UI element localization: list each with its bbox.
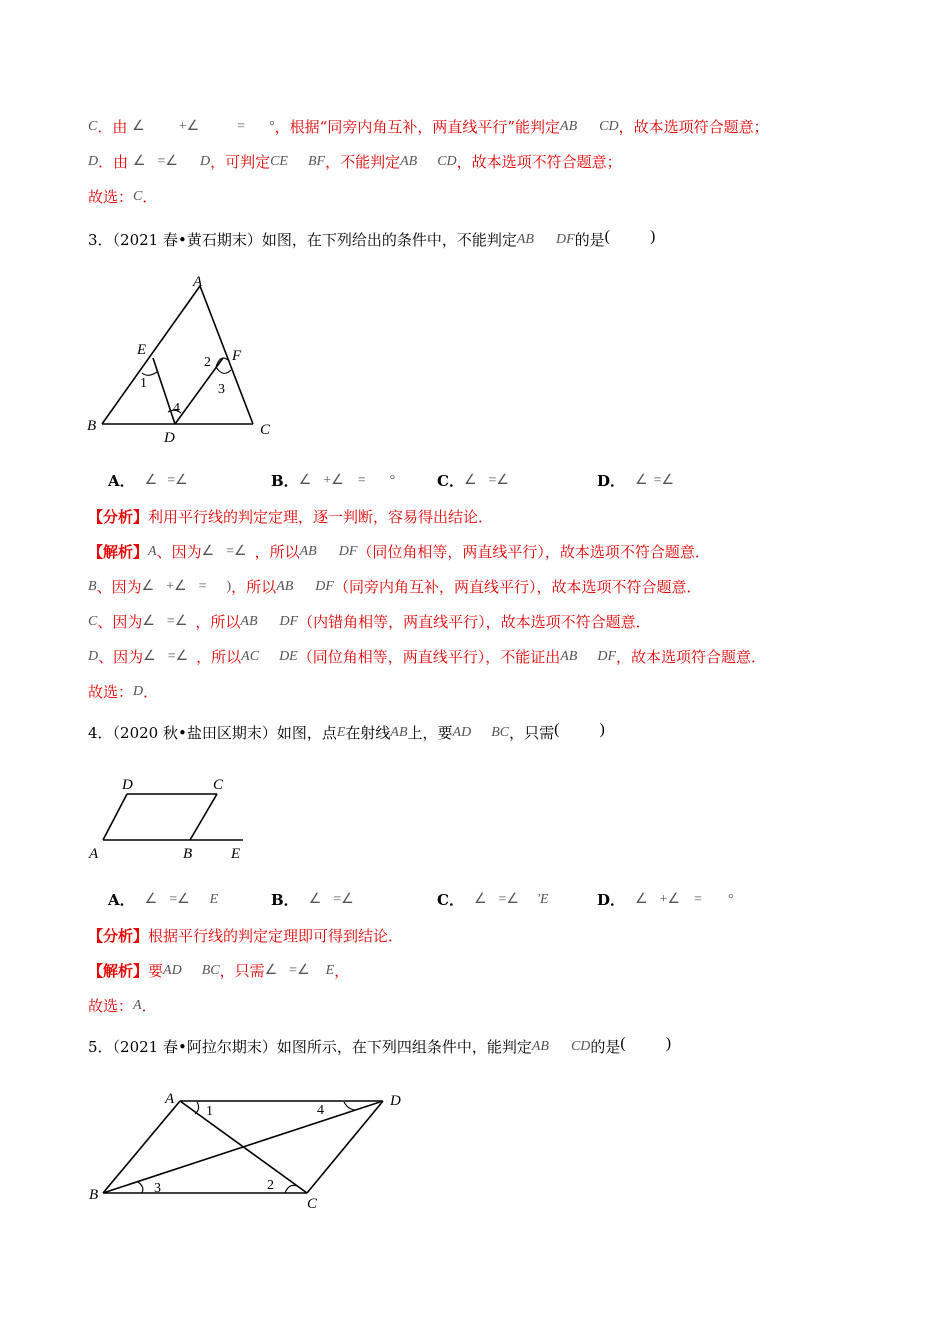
label-b: B [87,418,97,434]
question-4-stem: 4．（2020 秋•盐田区期末）如图，点E在射线AB上，要AD BC，只需( ) [88,721,605,742]
q3-solution-c: C、因为∠ =∠ ，所以AB DF（内错角相等，两直线平行），故本选项不符合题意． [88,613,651,631]
q4-solution: 【解析】要AD BC，只需∠ =∠ E， [88,962,350,980]
q3-solution-d: D、因为∠ =∠ ，所以AC DE（同位角相等，两直线平行），不能证出AB DF，故本选项符合题意． [88,648,767,666]
question-3-stem: 3．（2021 春•黄石期末）如图，在下列给出的条件中，不能判定AB DF的是( ) [88,228,656,249]
segment-cb [190,794,217,840]
figure-q5-parallelogram [85,1085,415,1215]
label-angle-1: 1 [140,376,147,391]
label-d: D [390,1093,401,1109]
segment-ad [103,794,127,840]
q3-solution-a: 【解析】A、因为∠ =∠ ，所以AB DF（同位角相等，两直线平行），故本选项不符合题意． [88,543,710,561]
q4-answer: 故选：A． [88,997,157,1015]
q3-option-b[interactable]: B．∠ +∠ = ° [271,472,396,490]
q4-option-a[interactable]: A． ∠ =∠ E [108,891,219,909]
q3-solution-b: B、因为∠ +∠ = )，所以AB DF（同旁内角互补，两直线平行），故本选项不符合题意． [88,578,702,596]
segment-ab [102,286,200,424]
figure-q4-parallelogram [85,770,255,865]
segment-df [175,358,223,424]
q3-option-a[interactable]: A． ∠ =∠ [108,472,188,490]
label-angle-3: 3 [154,1181,161,1196]
label-angle-2: 2 [267,1178,274,1193]
label-b: B [183,846,193,862]
label-d: D [122,777,133,793]
label-b: B [89,1187,99,1203]
q3-option-c[interactable]: C．∠ =∠ [437,472,509,490]
label-c: C [260,422,271,438]
q3-answer: 故选：D． [88,683,159,701]
segment-ab [103,1101,180,1193]
q3-analysis: 【分析】利用平行线的判定定理，逐一判断，容易得出结论． [88,508,494,526]
label-c: C [213,777,224,793]
explanation-line-c: C．由 ∠ +∠ = °，根据“同旁内角互补，两直线平行”能判定AB CD，故本选项符合题意； [88,118,769,136]
q3-option-d[interactable]: D． ∠ =∠ [597,472,675,490]
q4-option-b[interactable]: B． ∠ =∠ [271,891,354,909]
label-e: E [137,342,147,358]
label-a: A [165,1091,175,1107]
q4-analysis: 【分析】根据平行线的判定定理即可得到结论． [88,927,404,945]
q4-option-c[interactable]: C． ∠ =∠ 'E [437,891,549,909]
label-d: D [164,430,175,446]
answer-line: 故选：C． [88,188,158,206]
question-5-stem: 5．（2021 春•阿拉尔期末）如图所示，在下列四组条件中，能判定AB CD的是( ) [88,1035,672,1056]
label-a: A [193,274,203,290]
label-angle-1: 1 [206,1104,213,1119]
label-angle-4: 4 [173,401,180,416]
label-c: C [307,1196,318,1212]
label-angle-4: 4 [317,1103,324,1118]
label-f: F [232,348,242,364]
segment-bd [103,1101,383,1193]
figure-q3-triangle [80,272,280,447]
label-angle-2: 2 [204,355,211,370]
label-angle-3: 3 [218,382,225,397]
label-a: A [89,846,99,862]
label-e: E [231,846,241,862]
q4-option-d[interactable]: D． ∠ +∠ = ° [597,891,734,909]
segment-ed [153,358,175,424]
explanation-line-d: D．由 ∠ =∠ D，可判定CE BF，不能判定AB CD，故本选项不符合题意； [88,153,622,171]
